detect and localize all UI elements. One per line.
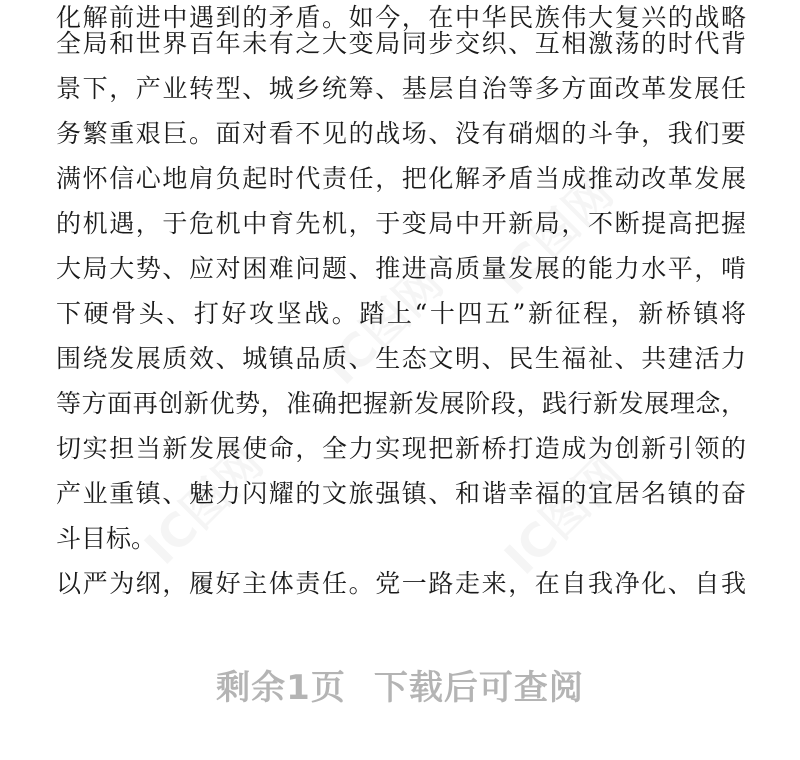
- text-line: 大局大势、应对困难问题、推进高质量发展的能力水平，啃: [56, 254, 746, 283]
- text-line: 满怀信心地肩负起时代责任，把化解矛盾当成推动改革发展: [56, 164, 746, 193]
- remaining-pages-text: 剩余1页: [216, 668, 346, 708]
- text-line: 务繁重艰巨。面对看不见的战场、没有硝烟的斗争，我们要: [56, 119, 746, 148]
- text-line: 下硬骨头、打好攻坚战。踏上“十四五”新征程，新桥镇将: [56, 299, 746, 328]
- download-to-view-text: 下载后可查阅: [373, 668, 584, 708]
- paragraph-start-line: 以严为纲，履好主体责任。党一路走来，在自我净化、自我: [56, 569, 746, 598]
- text-line: 等方面再创新优势，准确把握新发展阶段，践行新发展理念，: [56, 389, 746, 418]
- text-line: 景下，产业转型、城乡统筹、基层自治等多方面改革发展任: [56, 74, 746, 103]
- download-prompt[interactable]: [0, 660, 800, 709]
- text-line: 围绕发展质效、城镇品质、生态文明、民生福祉、共建活力: [56, 344, 746, 373]
- text-line: 切实担当新发展使命，全力实现把新桥打造成为创新引领的: [56, 434, 746, 463]
- text-line: 化解前进中遇到的矛盾。如今，在中华民族伟大复兴的战略: [56, 3, 746, 32]
- text-line: 的机遇，于危机中育先机，于变局中开新局，不断提高把握: [56, 209, 746, 238]
- text-line: 全局和世界百年未有之大变局同步交织、互相激荡的时代背: [56, 29, 746, 58]
- text-line: 斗目标。: [56, 524, 157, 553]
- text-line: 产业重镇、魅力闪耀的文旅强镇、和谐幸福的宜居名镇的奋: [56, 479, 746, 508]
